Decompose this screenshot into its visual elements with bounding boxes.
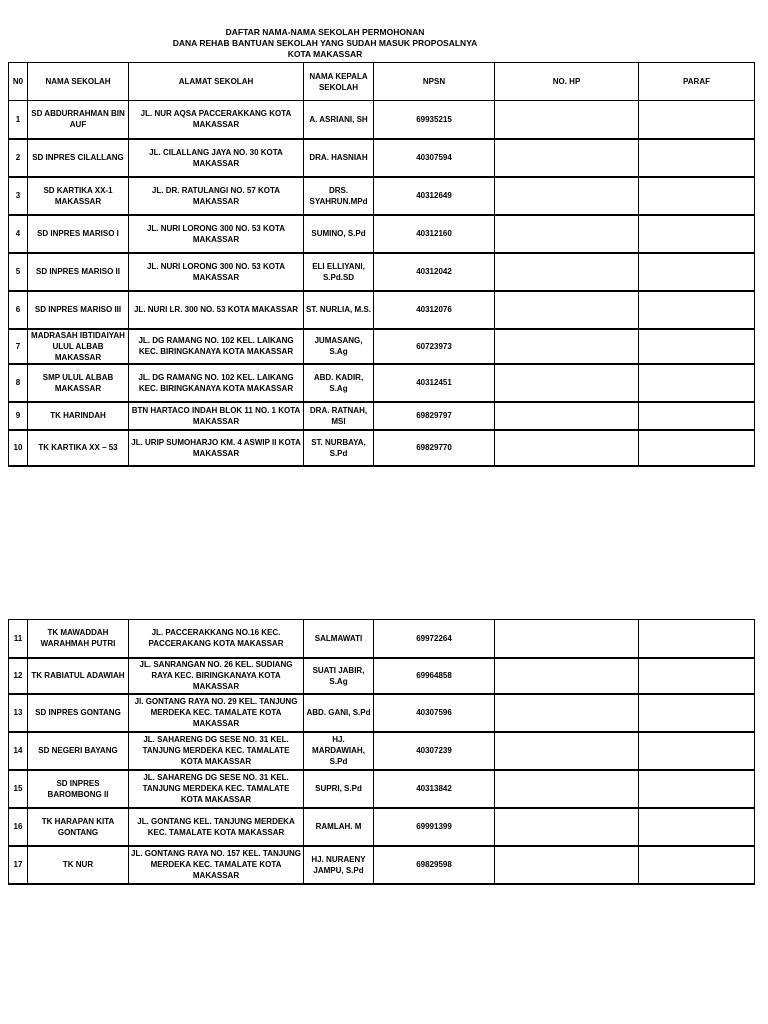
school-name: TK MAWADDAH WARAHMAH PUTRI	[28, 620, 129, 658]
principal-name: ST. NURBAYA, S.Pd	[304, 430, 374, 466]
header-nama-sekolah: NAMA SEKOLAH	[28, 63, 129, 101]
header-paraf: PARAF	[639, 63, 755, 101]
title-line-3: KOTA MAKASSAR	[287, 49, 363, 59]
npsn-value: 40312076	[374, 291, 495, 329]
row-number: 17	[9, 846, 28, 884]
phone-cell	[495, 291, 639, 329]
paraf-cell	[639, 139, 755, 177]
school-name: SD KARTIKA XX-1 MAKASSAR	[28, 177, 129, 215]
row-number: 5	[9, 253, 28, 291]
paraf-cell	[639, 291, 755, 329]
paraf-cell	[639, 658, 755, 694]
npsn-value: 69964858	[374, 658, 495, 694]
school-name: SD INPRES CILALLANG	[28, 139, 129, 177]
school-address: JL. SAHARENG DG SESE NO. 31 KEL. TANJUNG MERDEKA KEC. TAMALATE KOTA MAKASSAR	[129, 732, 304, 770]
npsn-value: 40307596	[374, 694, 495, 732]
table-row	[9, 732, 755, 770]
table-row	[9, 430, 755, 466]
principal-name: ABD. GANI, S.Pd	[304, 694, 374, 732]
school-address: JL. NURI LORONG 300 NO. 53 KOTA MAKASSAR	[129, 253, 304, 291]
school-address: JL. GONTANG RAYA NO. 157 KEL. TANJUNG MERDEKA KEC. TAMALATE KOTA MAKASSAR	[129, 846, 304, 884]
table-row	[9, 253, 755, 291]
school-address: JL. NUR AQSA PACCERAKKANG KOTA MAKASSAR	[129, 101, 304, 139]
school-address: JL. URIP SUMOHARJO KM. 4 ASWIP II KOTA MAKASSAR	[129, 430, 304, 466]
paraf-cell	[639, 329, 755, 364]
paraf-cell	[639, 694, 755, 732]
row-number: 2	[9, 139, 28, 177]
school-table-part-2	[8, 619, 755, 885]
school-name: SD INPRES MARISO II	[28, 253, 129, 291]
school-name: TK RABIATUL ADAWIAH	[28, 658, 129, 694]
row-number: 1	[9, 101, 28, 139]
principal-name: ST. NURLIA, M.S.	[304, 291, 374, 329]
header-alamat-sekolah: ALAMAT SEKOLAH	[129, 63, 304, 101]
phone-cell	[495, 215, 639, 253]
principal-name: ELI ELLIYANI, S.Pd.SD	[304, 253, 374, 291]
school-address: BTN HARTACO INDAH BLOK 11 NO. 1 KOTA MAKASSAR	[129, 402, 304, 430]
school-address: JL. CILALLANG JAYA NO. 30 KOTA MAKASSAR	[129, 139, 304, 177]
paraf-cell	[639, 770, 755, 808]
school-address: JL. SAHARENG DG SESE NO. 31 KEL. TANJUNG MERDEKA KEC. TAMALATE KOTA MAKASSAR	[129, 770, 304, 808]
school-name: TK KARTIKA XX – 53	[28, 430, 129, 466]
table-row	[9, 291, 755, 329]
phone-cell	[495, 846, 639, 884]
paraf-cell	[639, 215, 755, 253]
phone-cell	[495, 329, 639, 364]
school-name: MADRASAH IBTIDAIYAH ULUL ALBAB MAKASSAR	[28, 329, 129, 364]
phone-cell	[495, 101, 639, 139]
paraf-cell	[639, 430, 755, 466]
row-number: 13	[9, 694, 28, 732]
school-address: JL. SANRANGAN NO. 26 KEL. SUDIANG RAYA KEC. BIRINGKANAYA KOTA MAKASSAR	[129, 658, 304, 694]
school-name: SD ABDURRAHMAN BIN AUF	[28, 101, 129, 139]
principal-name: SUMINO, S.Pd	[304, 215, 374, 253]
header-npsn: NPSN	[374, 63, 495, 101]
school-address: JL. NURI LR. 300 NO. 53 KOTA MAKASSAR	[129, 291, 304, 329]
table-row	[9, 215, 755, 253]
principal-name: SUPRI, S.Pd	[304, 770, 374, 808]
row-number: 11	[9, 620, 28, 658]
school-name: TK NUR	[28, 846, 129, 884]
phone-cell	[495, 402, 639, 430]
phone-cell	[495, 620, 639, 658]
table-row	[9, 177, 755, 215]
row-number: 15	[9, 770, 28, 808]
school-address: JL. DG RAMANG NO. 102 KEL. LAIKANG KEC. BIRINGKANAYA KOTA MAKASSAR	[129, 364, 304, 402]
principal-name: SALMAWATI	[304, 620, 374, 658]
header-no: N0	[9, 63, 28, 101]
npsn-value: 40312451	[374, 364, 495, 402]
phone-cell	[495, 430, 639, 466]
paraf-cell	[639, 808, 755, 846]
school-address: Jl. GONTANG RAYA NO. 29 KEL. TANJUNG MERDEKA KEC. TAMALATE KOTA MAKASSAR	[129, 694, 304, 732]
school-address: JL. DR. RATULANGI NO. 57 KOTA MAKASSAR	[129, 177, 304, 215]
table-row	[9, 808, 755, 846]
table-row	[9, 402, 755, 430]
table-body-part-1	[9, 101, 755, 466]
principal-name: RAMLAH. M	[304, 808, 374, 846]
principal-name: JUMASANG, S.Ag	[304, 329, 374, 364]
npsn-value: 69829598	[374, 846, 495, 884]
school-name: TK HARAPAN KITA GONTANG	[28, 808, 129, 846]
row-number: 16	[9, 808, 28, 846]
school-address: JL. NURI LORONG 300 NO. 53 KOTA MAKASSAR	[129, 215, 304, 253]
paraf-cell	[639, 253, 755, 291]
row-number: 6	[9, 291, 28, 329]
npsn-value: 40312160	[374, 215, 495, 253]
school-address: JL. PACCERAKKANG NO.16 KEC. PACCERAKANG KOTA MAKASSAR	[129, 620, 304, 658]
school-address: JL. DG RAMANG NO. 102 KEL. LAIKANG KEC. BIRINGKANAYA KOTA MAKASSAR	[129, 329, 304, 364]
npsn-value: 69829797	[374, 402, 495, 430]
row-number: 4	[9, 215, 28, 253]
principal-name: DRA. RATNAH, MSI	[304, 402, 374, 430]
title-line-1: DAFTAR NAMA-NAMA SEKOLAH PERMOHONAN	[225, 27, 425, 37]
header-no-hp: NO. HP	[495, 63, 639, 101]
principal-name: DRS. SYAHRUN.MPd	[304, 177, 374, 215]
phone-cell	[495, 658, 639, 694]
paraf-cell	[639, 620, 755, 658]
table-row	[9, 620, 755, 658]
school-address: JL. GONTANG KEL. TANJUNG MERDEKA KEC. TAMALATE KOTA MAKASSAR	[129, 808, 304, 846]
school-name: SD INPRES BAROMBONG II	[28, 770, 129, 808]
row-number: 3	[9, 177, 28, 215]
phone-cell	[495, 364, 639, 402]
principal-name: ABD. KADIR, S.Ag	[304, 364, 374, 402]
row-number: 14	[9, 732, 28, 770]
principal-name: HJ. MARDAWIAH, S.Pd	[304, 732, 374, 770]
table-row	[9, 329, 755, 364]
npsn-value: 40307594	[374, 139, 495, 177]
phone-cell	[495, 139, 639, 177]
paraf-cell	[639, 364, 755, 402]
phone-cell	[495, 808, 639, 846]
principal-name: DRA. HASNIAH	[304, 139, 374, 177]
table-row	[9, 139, 755, 177]
row-number: 7	[9, 329, 28, 364]
school-table-part-1	[8, 62, 755, 467]
row-number: 9	[9, 402, 28, 430]
header-nama-kepala-sekolah: NAMA KEPALA SEKOLAH	[304, 63, 374, 101]
table-row	[9, 101, 755, 139]
table-row	[9, 846, 755, 884]
school-name: SMP ULUL ALBAB MAKASSAR	[28, 364, 129, 402]
paraf-cell	[639, 732, 755, 770]
phone-cell	[495, 732, 639, 770]
document-title	[0, 27, 650, 60]
school-name: TK HARINDAH	[28, 402, 129, 430]
paraf-cell	[639, 846, 755, 884]
row-number: 10	[9, 430, 28, 466]
table-body-part-2	[9, 620, 755, 884]
npsn-value: 60723973	[374, 329, 495, 364]
paraf-cell	[639, 177, 755, 215]
school-name: SD NEGERI BAYANG	[28, 732, 129, 770]
npsn-value: 40313842	[374, 770, 495, 808]
table-row	[9, 364, 755, 402]
npsn-value: 69935215	[374, 101, 495, 139]
npsn-value: 69991399	[374, 808, 495, 846]
phone-cell	[495, 770, 639, 808]
table-row	[9, 770, 755, 808]
npsn-value: 69829770	[374, 430, 495, 466]
phone-cell	[495, 694, 639, 732]
title-line-2: DANA REHAB BANTUAN SEKOLAH YANG SUDAH MASUK PROPOSALNYA	[172, 38, 478, 48]
school-name: SD INPRES GONTANG	[28, 694, 129, 732]
table-row	[9, 694, 755, 732]
row-number: 12	[9, 658, 28, 694]
table-header-row	[9, 63, 755, 101]
npsn-value: 40312042	[374, 253, 495, 291]
row-number: 8	[9, 364, 28, 402]
npsn-value: 40307239	[374, 732, 495, 770]
principal-name: SUATI JABIR, S.Ag	[304, 658, 374, 694]
school-name: SD INPRES MARISO III	[28, 291, 129, 329]
phone-cell	[495, 253, 639, 291]
principal-name: HJ. NURAENY JAMPU, S.Pd	[304, 846, 374, 884]
table-row	[9, 658, 755, 694]
paraf-cell	[639, 402, 755, 430]
npsn-value: 40312649	[374, 177, 495, 215]
paraf-cell	[639, 101, 755, 139]
principal-name: A. ASRIANI, SH	[304, 101, 374, 139]
npsn-value: 69972264	[374, 620, 495, 658]
school-name: SD INPRES MARISO I	[28, 215, 129, 253]
phone-cell	[495, 177, 639, 215]
